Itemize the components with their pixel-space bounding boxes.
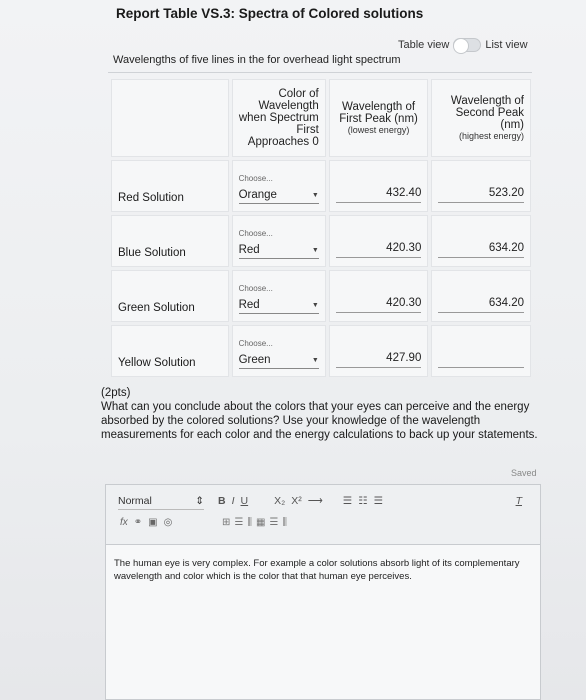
header-first-peak-note: (lowest energy) <box>347 125 410 135</box>
header-row <box>111 79 531 157</box>
saved-status: Saved <box>511 468 537 478</box>
caret-down-icon: ▼ <box>311 356 319 364</box>
second-peak-cell <box>431 270 531 322</box>
paragraph-style-select[interactable] <box>118 495 204 510</box>
table-row-icon[interactable]: ☰ <box>234 517 244 528</box>
select-hint: Choose... <box>238 284 273 293</box>
color-select[interactable] <box>239 354 319 369</box>
question-text: What can you conclude about the colors that your eyes can perceive and the energy absorbed by the colored solutions? Use your knowledge of the wavelength measurements for each color and the energy calculations to back up your statements. <box>101 401 538 441</box>
table-icon[interactable]: ⊞ <box>222 517 231 528</box>
table-delete-row-icon[interactable]: ☰ <box>269 517 279 528</box>
header-empty <box>111 79 229 157</box>
table-delete-column-icon[interactable]: ⫼ <box>282 517 287 528</box>
caret-down-icon: ▼ <box>311 191 319 199</box>
header-color-text: Color of Wavelength when Spectrum First Approaches 0 <box>238 88 319 148</box>
list-view-label: List view <box>485 39 528 51</box>
first-peak-cell <box>329 160 429 212</box>
clear-format-icon[interactable]: T <box>515 495 522 507</box>
toolbar-format-row <box>218 495 383 507</box>
table-row <box>111 270 531 322</box>
second-peak-cell <box>431 215 531 267</box>
view-toggle-switch[interactable] <box>453 38 481 52</box>
table-view-label: Table view <box>398 39 450 51</box>
first-peak-cell <box>329 270 429 322</box>
caret-down-icon: ▼ <box>311 246 319 254</box>
first-peak-cell <box>329 215 429 267</box>
subscript-icon[interactable]: X₂ <box>274 495 286 507</box>
table-cell-icon[interactable]: ▦ <box>255 517 266 528</box>
table-row <box>111 215 531 267</box>
embed-icon[interactable]: ◎ <box>163 517 173 528</box>
second-peak-input[interactable]: 523.20 <box>438 187 524 203</box>
view-toggle[interactable] <box>398 38 528 52</box>
row-label: Blue Solution <box>111 215 229 267</box>
caret-down-icon: ▼ <box>311 301 319 309</box>
color-select-cell <box>232 270 326 322</box>
first-peak-input[interactable]: 427.90 <box>336 352 422 368</box>
updown-icon: ⇕ <box>195 495 204 507</box>
image-icon[interactable]: ▣ <box>148 517 158 528</box>
report-title: Report Table VS.3: Spectra of Colored solutions <box>116 6 424 21</box>
table-row <box>111 325 531 377</box>
color-select-value: Orange <box>238 189 277 201</box>
italic-icon[interactable]: I <box>231 495 235 507</box>
row-label: Green Solution <box>111 270 229 322</box>
divider <box>108 72 532 73</box>
color-select-value: Green <box>238 354 271 366</box>
row-label: Red Solution <box>111 160 229 212</box>
align-icon[interactable]: ☰ <box>342 495 353 507</box>
header-second-peak <box>431 79 531 157</box>
toolbar-table-row <box>222 517 287 528</box>
question-points: (2pts) <box>101 387 131 399</box>
toolbar-insert-row <box>120 517 172 528</box>
second-peak-input[interactable]: 634.20 <box>438 242 524 258</box>
underline-icon[interactable]: U <box>240 495 249 507</box>
header-color <box>232 79 326 157</box>
header-second-peak-text: Wavelength of Second Peak (nm) <box>450 95 524 131</box>
color-select-value: Red <box>238 299 260 311</box>
first-peak-input[interactable]: 420.30 <box>336 242 422 258</box>
second-peak-cell <box>431 325 531 377</box>
rich-text-editor[interactable] <box>105 484 541 700</box>
answer-text[interactable]: The human eye is very complex. For example a color solutions absorb light of its complementary wavelength and color which is the color that that human eye perceives. <box>114 558 520 582</box>
superscript-icon[interactable]: X² <box>291 495 302 507</box>
header-first-peak <box>329 79 429 157</box>
arrow-right-icon[interactable]: ⟶ <box>307 495 323 507</box>
first-peak-cell <box>329 325 429 377</box>
bold-icon[interactable]: B <box>218 495 226 507</box>
editor-toolbar <box>106 485 540 545</box>
table-subtitle: Wavelengths of five lines in the for overhead light spectrum <box>113 54 401 66</box>
select-hint: Choose... <box>238 229 273 238</box>
spectra-table <box>108 76 534 380</box>
second-peak-input[interactable] <box>438 352 524 368</box>
color-select-cell <box>232 160 326 212</box>
second-peak-cell <box>431 160 531 212</box>
first-peak-input[interactable]: 420.30 <box>336 297 422 313</box>
row-label: Yellow Solution <box>111 325 229 377</box>
formula-icon[interactable]: fx <box>120 517 128 528</box>
color-select[interactable] <box>239 299 319 314</box>
table-column-icon[interactable]: ⫼ <box>247 517 252 528</box>
paragraph-style-value: Normal <box>118 495 152 507</box>
second-peak-input[interactable]: 634.20 <box>438 297 524 313</box>
link-icon[interactable]: ⚭ <box>133 517 143 528</box>
select-hint: Choose... <box>238 174 273 183</box>
color-select[interactable] <box>239 189 319 204</box>
color-select-cell <box>232 215 326 267</box>
select-hint: Choose... <box>238 339 273 348</box>
table-row <box>111 160 531 212</box>
header-first-peak-text: Wavelength of First Peak (nm) <box>339 101 418 125</box>
ordered-list-icon[interactable]: ☷ <box>358 495 368 507</box>
header-second-peak-note: (highest energy) <box>458 131 524 141</box>
color-select-value: Red <box>238 244 260 256</box>
bullet-list-icon[interactable]: ☰ <box>373 495 384 507</box>
color-select-cell <box>232 325 326 377</box>
first-peak-input[interactable]: 432.40 <box>336 187 422 203</box>
question <box>101 386 541 442</box>
color-select[interactable] <box>239 244 319 259</box>
